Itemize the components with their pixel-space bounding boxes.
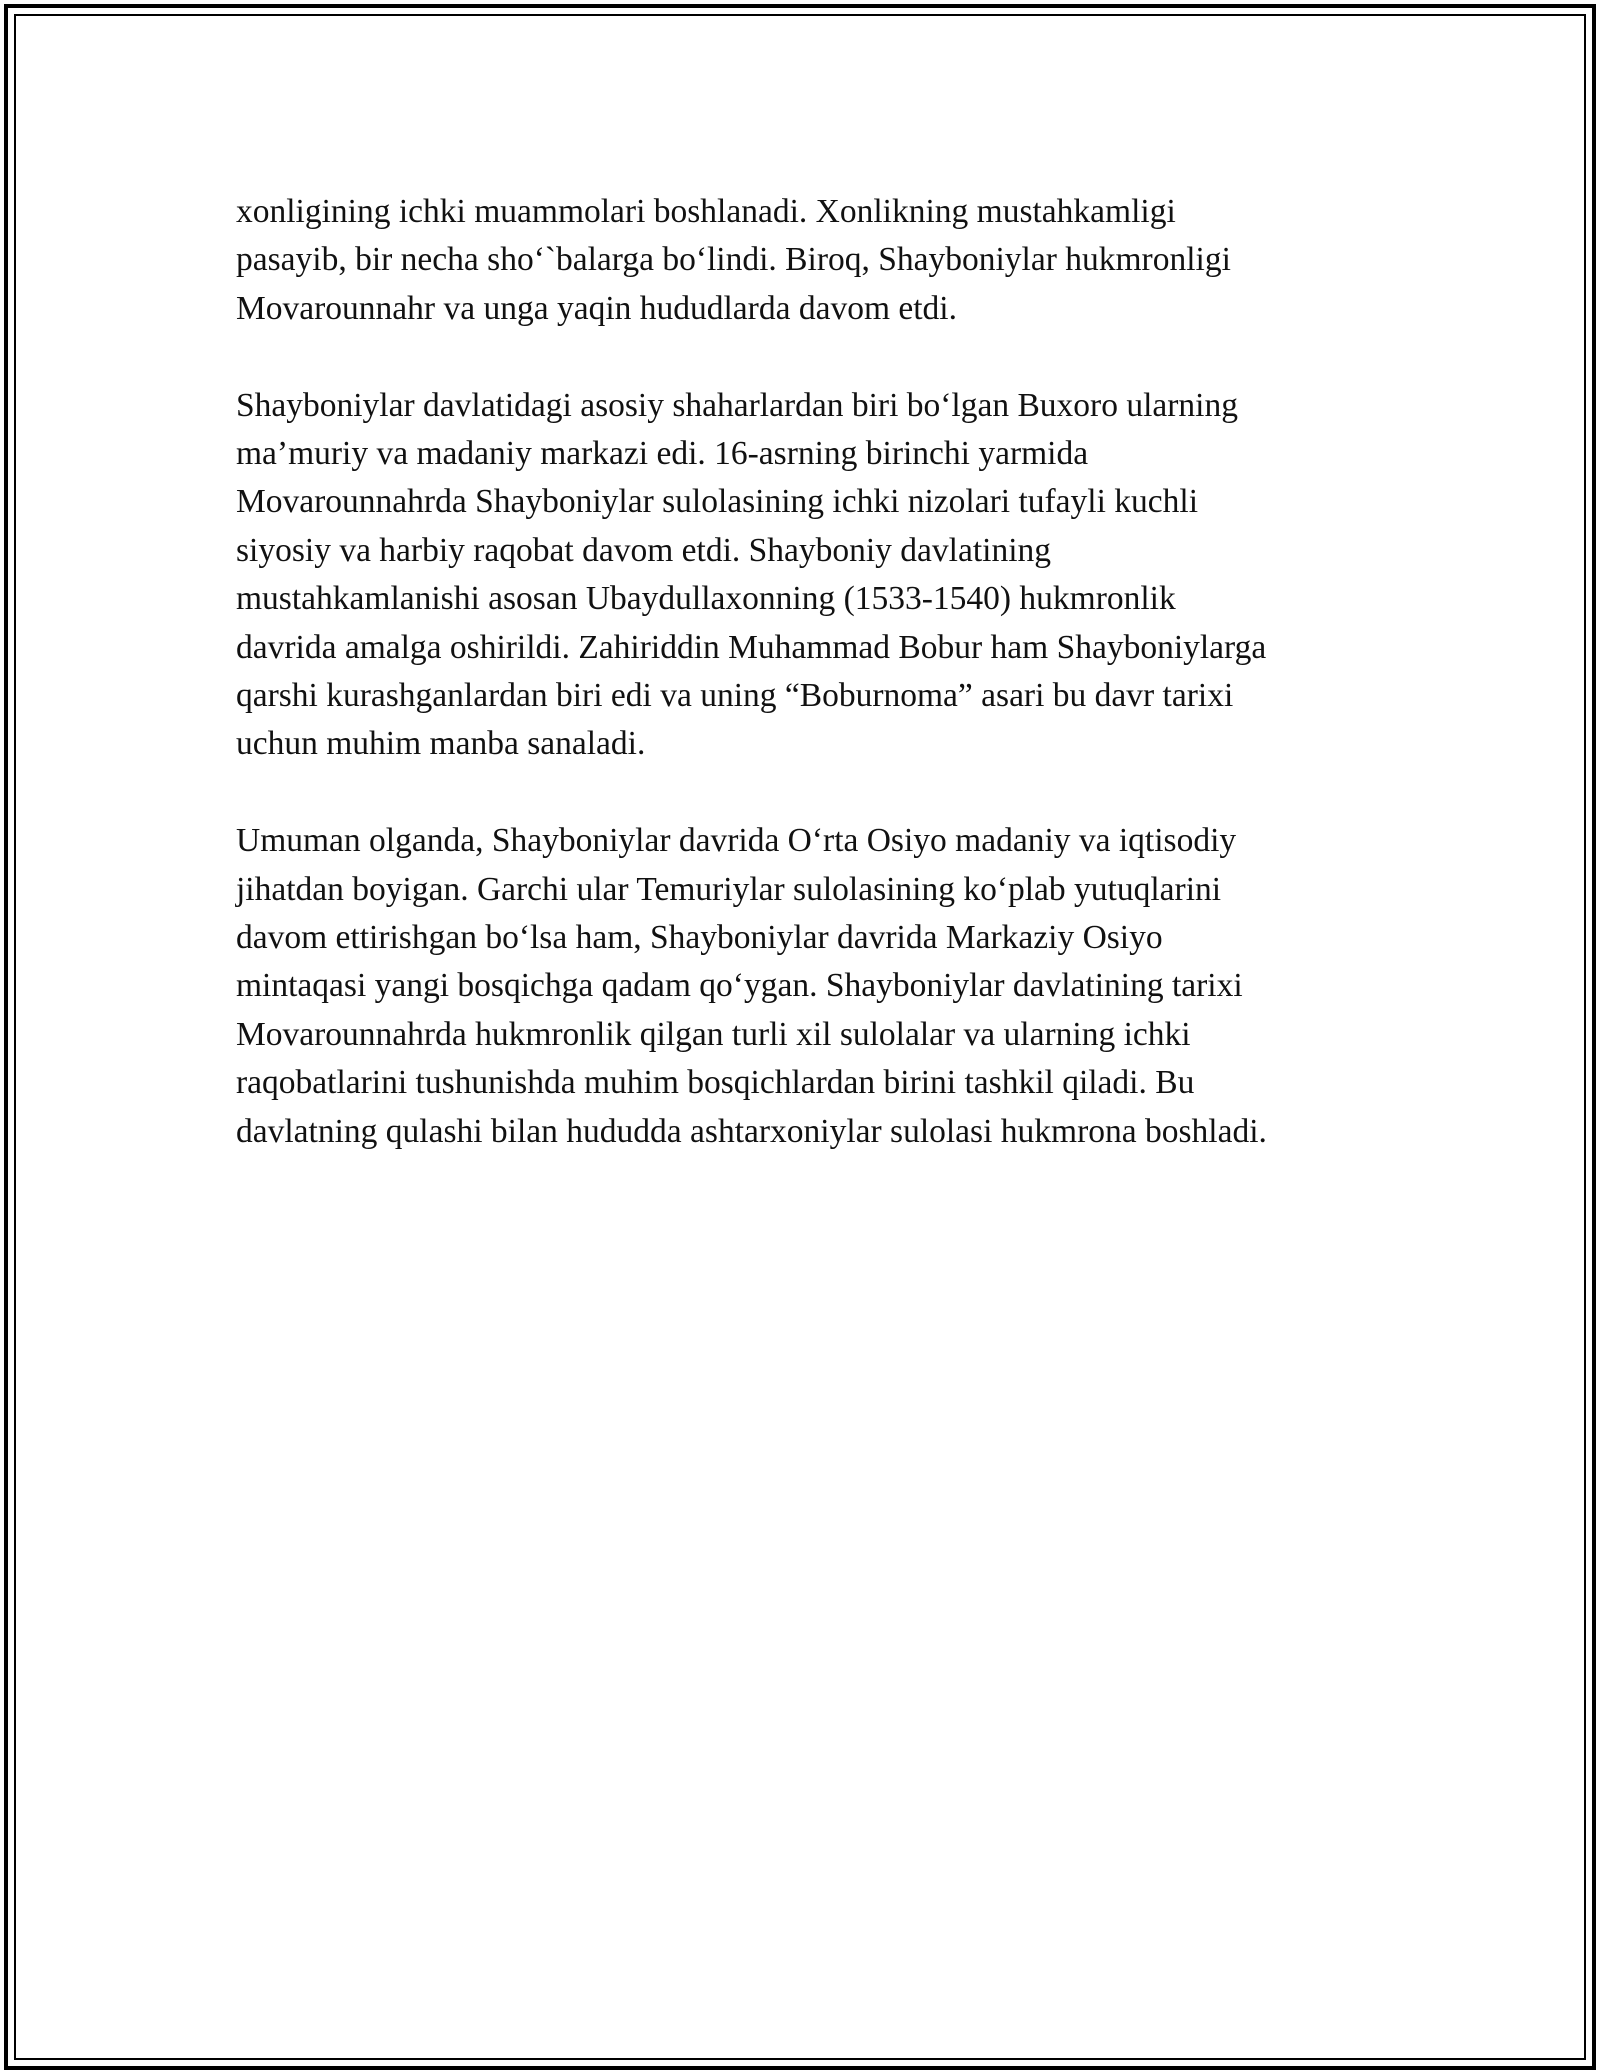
paragraph-3 <box>236 817 1386 1156</box>
text-line: davrida amalga oshirildi. Zahiriddin Muhammad Bobur ham Shayboniylarga <box>236 628 1267 666</box>
text-line: jihatdan boyigan. Garchi ular Temuriylar sulolasining ko‘plab yutuqlarini <box>236 870 1222 908</box>
text-line: mintaqasi yangi bosqichga qadam qo‘ygan. Shayboniylar davlatining tarixi <box>236 967 1243 1005</box>
text-line: raqobatlarini tushunishda muhim bosqichlardan birini tashkil qiladi. Bu <box>236 1064 1195 1102</box>
text-line: pasayib, bir necha sho‘`balarga bo‘lindi. Biroq, Shayboniylar hukmronligi <box>236 241 1231 279</box>
text-line: mustahkamlanishi asosan Ubaydullaxonning (1533-1540) hukmronlik <box>236 580 1176 618</box>
text-line: Movarounnahrda Shayboniylar sulolasining ichki nizolari tufayli kuchli <box>236 483 1198 521</box>
document-body <box>236 188 1386 1204</box>
text-line: Shayboniylar davlatidagi asosiy shaharlardan biri bo‘lgan Buxoro ularning <box>236 386 1238 424</box>
text-line: davlatning qulashi bilan hududda ashtarxoniylar sulolasi hukmrona boshladi. <box>236 1112 1267 1150</box>
paragraph-2 <box>236 382 1386 769</box>
text-line: ma’muriy va madaniy markazi edi. 16-asrning birinchi yarmida <box>236 435 1089 473</box>
text-line: uchun muhim manba sanaladi. <box>236 725 646 763</box>
text-line: xonligining ichki muammolari boshlanadi. Xonlikning mustahkamligi <box>236 193 1176 230</box>
paragraph-1 <box>236 188 1386 333</box>
text-line: siyosiy va harbiy raqobat davom etdi. Shayboniy davlatining <box>236 531 1052 569</box>
text-line: qarshi kurashganlardan biri edi va uning “Boburnoma” asari bu davr tarixi <box>236 677 1234 715</box>
text-line: Movarounnahr va unga yaqin hududlarda davom etdi. <box>236 289 957 327</box>
text-line: Movarounnahrda hukmronlik qilgan turli xil sulolalar va ularning ichki <box>236 1015 1191 1053</box>
text-line: davom ettirishgan bo‘lsa ham, Shayboniylar davrida Markaziy Osiyo <box>236 919 1163 957</box>
text-line: Umuman olganda, Shayboniylar davrida O‘rta Osiyo madaniy va iqtisodiy <box>236 822 1237 860</box>
